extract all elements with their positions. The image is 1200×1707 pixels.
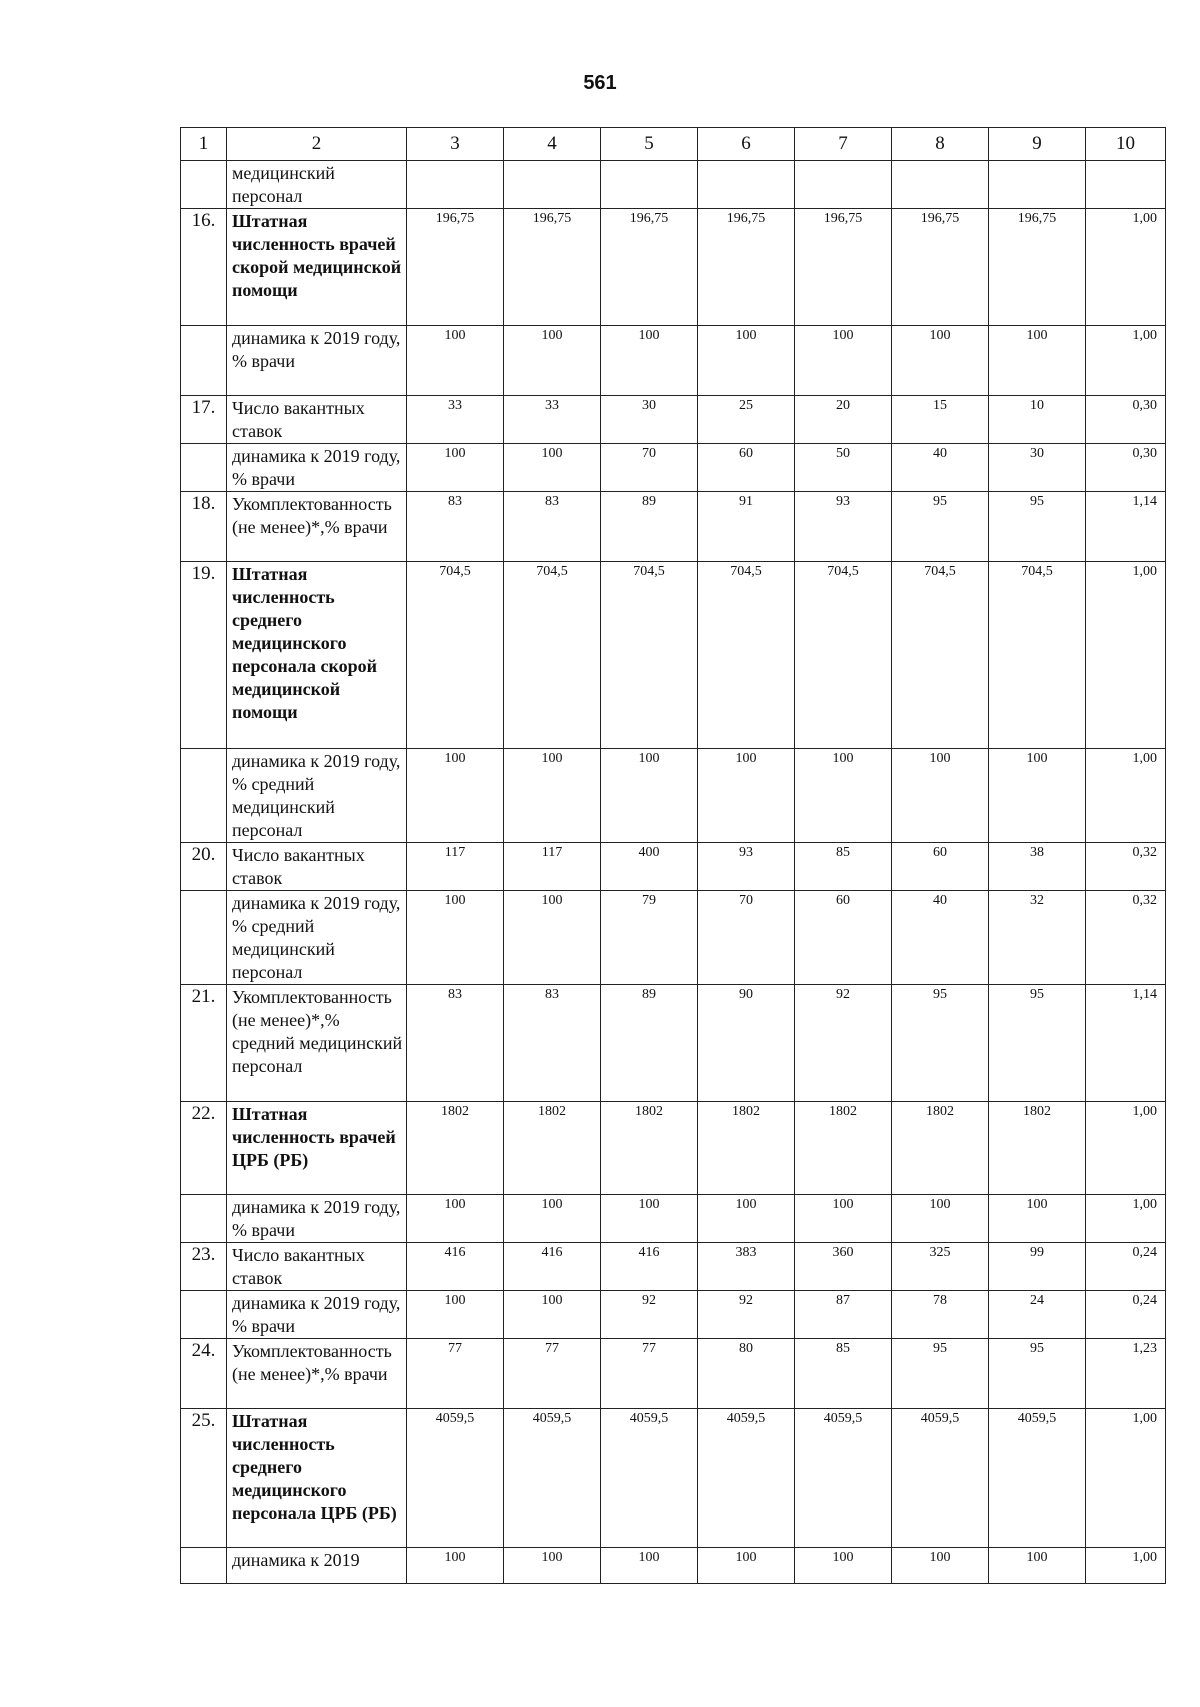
value-cell: 100 xyxy=(989,1195,1086,1243)
indicator-label-cell: Штатная численность среднего медицинского персонала скорой медицинской помощи xyxy=(227,562,407,749)
value-cell: 4059,5 xyxy=(795,1409,892,1548)
value-cell: 32 xyxy=(989,891,1086,985)
column-header: 9 xyxy=(989,128,1086,161)
value-cell: 1,00 xyxy=(1086,1409,1166,1548)
value-cell: 83 xyxy=(407,492,504,562)
value-cell: 100 xyxy=(795,326,892,396)
value-cell: 704,5 xyxy=(892,562,989,749)
value-cell: 1,00 xyxy=(1086,326,1166,396)
indicator-label-cell: Штатная численность врачей скорой медицинской помощи xyxy=(227,209,407,326)
row-number-cell xyxy=(181,1291,227,1339)
value-cell: 0,32 xyxy=(1086,843,1166,891)
indicator-label-cell: динамика к 2019 году, % врачи xyxy=(227,1195,407,1243)
value-cell xyxy=(407,161,504,209)
value-cell: 100 xyxy=(407,749,504,843)
value-cell: 60 xyxy=(795,891,892,985)
table-row xyxy=(181,161,1166,209)
value-cell: 24 xyxy=(989,1291,1086,1339)
row-number-cell xyxy=(181,444,227,492)
table-row xyxy=(181,749,1166,843)
column-header: 2 xyxy=(227,128,407,161)
value-cell: 50 xyxy=(795,444,892,492)
value-cell: 4059,5 xyxy=(407,1409,504,1548)
table-row xyxy=(181,444,1166,492)
value-cell: 85 xyxy=(795,1339,892,1409)
value-cell: 91 xyxy=(698,492,795,562)
value-cell: 93 xyxy=(698,843,795,891)
table-row xyxy=(181,1339,1166,1409)
value-cell: 1802 xyxy=(407,1102,504,1195)
value-cell: 1,00 xyxy=(1086,749,1166,843)
page-number: 561 xyxy=(583,72,617,94)
value-cell: 1802 xyxy=(795,1102,892,1195)
value-cell: 33 xyxy=(504,396,601,444)
value-cell xyxy=(601,161,698,209)
value-cell: 33 xyxy=(407,396,504,444)
table-row xyxy=(181,1102,1166,1195)
value-cell: 416 xyxy=(407,1243,504,1291)
row-number-cell xyxy=(181,891,227,985)
table-row xyxy=(181,209,1166,326)
value-cell: 95 xyxy=(989,985,1086,1102)
indicator-label-cell: динамика к 2019 году, % средний медицинский персонал xyxy=(227,891,407,985)
value-cell: 100 xyxy=(407,1548,504,1584)
value-cell: 90 xyxy=(698,985,795,1102)
value-cell: 95 xyxy=(989,1339,1086,1409)
value-cell: 704,5 xyxy=(601,562,698,749)
row-number-cell xyxy=(181,1548,227,1584)
value-cell xyxy=(892,161,989,209)
value-cell: 78 xyxy=(892,1291,989,1339)
value-cell: 1802 xyxy=(601,1102,698,1195)
value-cell: 1,14 xyxy=(1086,492,1166,562)
indicator-label-cell: динамика к 2019 xyxy=(227,1548,407,1584)
table-row xyxy=(181,396,1166,444)
value-cell: 704,5 xyxy=(407,562,504,749)
value-cell: 416 xyxy=(504,1243,601,1291)
column-header: 8 xyxy=(892,128,989,161)
value-cell: 1802 xyxy=(892,1102,989,1195)
indicator-label-cell: динамика к 2019 году, % средний медицинский персонал xyxy=(227,749,407,843)
value-cell: 77 xyxy=(601,1339,698,1409)
row-number-cell xyxy=(181,749,227,843)
value-cell: 4059,5 xyxy=(892,1409,989,1548)
value-cell: 1,00 xyxy=(1086,209,1166,326)
value-cell: 100 xyxy=(795,1548,892,1584)
row-number-cell xyxy=(181,1195,227,1243)
table-row xyxy=(181,1291,1166,1339)
value-cell: 100 xyxy=(892,749,989,843)
value-cell: 20 xyxy=(795,396,892,444)
indicator-label-cell: динамика к 2019 году, % врачи xyxy=(227,326,407,396)
value-cell: 196,75 xyxy=(795,209,892,326)
value-cell: 77 xyxy=(407,1339,504,1409)
value-cell: 325 xyxy=(892,1243,989,1291)
table-row xyxy=(181,1243,1166,1291)
value-cell: 196,75 xyxy=(698,209,795,326)
value-cell: 0,30 xyxy=(1086,396,1166,444)
value-cell: 1,14 xyxy=(1086,985,1166,1102)
indicator-label-cell: Число вакантных ставок xyxy=(227,843,407,891)
value-cell: 196,75 xyxy=(601,209,698,326)
value-cell: 117 xyxy=(504,843,601,891)
value-cell: 704,5 xyxy=(504,562,601,749)
value-cell: 196,75 xyxy=(892,209,989,326)
value-cell: 100 xyxy=(407,326,504,396)
indicator-label-cell: Укомплектованность (не менее)*,% врачи xyxy=(227,1339,407,1409)
value-cell xyxy=(795,161,892,209)
row-number-cell: 20. xyxy=(181,843,227,891)
value-cell: 100 xyxy=(407,891,504,985)
value-cell: 77 xyxy=(504,1339,601,1409)
value-cell: 1802 xyxy=(989,1102,1086,1195)
value-cell: 100 xyxy=(698,1195,795,1243)
value-cell: 360 xyxy=(795,1243,892,1291)
indicator-label-cell: медицинский персонал xyxy=(227,161,407,209)
value-cell: 95 xyxy=(892,1339,989,1409)
table-row xyxy=(181,326,1166,396)
value-cell: 83 xyxy=(504,985,601,1102)
value-cell: 4059,5 xyxy=(601,1409,698,1548)
value-cell: 100 xyxy=(504,444,601,492)
value-cell: 100 xyxy=(601,749,698,843)
row-number-cell: 19. xyxy=(181,562,227,749)
column-header: 10 xyxy=(1086,128,1166,161)
value-cell: 1,00 xyxy=(1086,1195,1166,1243)
value-cell: 100 xyxy=(892,1195,989,1243)
value-cell: 92 xyxy=(698,1291,795,1339)
value-cell: 100 xyxy=(698,749,795,843)
table-row xyxy=(181,1548,1166,1584)
value-cell: 0,30 xyxy=(1086,444,1166,492)
column-header: 4 xyxy=(504,128,601,161)
value-cell: 196,75 xyxy=(989,209,1086,326)
row-number-cell: 25. xyxy=(181,1409,227,1548)
value-cell: 4059,5 xyxy=(504,1409,601,1548)
column-header: 5 xyxy=(601,128,698,161)
value-cell: 70 xyxy=(601,444,698,492)
value-cell: 100 xyxy=(989,749,1086,843)
value-cell: 1802 xyxy=(698,1102,795,1195)
value-cell xyxy=(1086,161,1166,209)
value-cell: 92 xyxy=(795,985,892,1102)
table-row xyxy=(181,562,1166,749)
value-cell: 83 xyxy=(504,492,601,562)
indicators-table xyxy=(180,127,1166,1584)
value-cell: 10 xyxy=(989,396,1086,444)
value-cell: 100 xyxy=(407,1291,504,1339)
value-cell xyxy=(698,161,795,209)
value-cell: 4059,5 xyxy=(698,1409,795,1548)
value-cell: 100 xyxy=(892,326,989,396)
value-cell: 100 xyxy=(601,326,698,396)
table-row xyxy=(181,492,1166,562)
value-cell: 1,00 xyxy=(1086,1548,1166,1584)
value-cell: 100 xyxy=(989,1548,1086,1584)
value-cell: 85 xyxy=(795,843,892,891)
value-cell xyxy=(989,161,1086,209)
indicator-label-cell: Число вакантных ставок xyxy=(227,1243,407,1291)
value-cell: 100 xyxy=(504,326,601,396)
table-row xyxy=(181,891,1166,985)
value-cell: 100 xyxy=(504,749,601,843)
indicator-label-cell: Укомплектованность (не менее)*,% средний медицинский персонал xyxy=(227,985,407,1102)
value-cell: 80 xyxy=(698,1339,795,1409)
value-cell: 93 xyxy=(795,492,892,562)
value-cell: 704,5 xyxy=(795,562,892,749)
row-number-cell: 22. xyxy=(181,1102,227,1195)
value-cell: 95 xyxy=(892,985,989,1102)
value-cell: 79 xyxy=(601,891,698,985)
row-number-cell: 23. xyxy=(181,1243,227,1291)
value-cell: 1,00 xyxy=(1086,1102,1166,1195)
value-cell: 4059,5 xyxy=(989,1409,1086,1548)
value-cell: 100 xyxy=(504,1548,601,1584)
value-cell: 416 xyxy=(601,1243,698,1291)
value-cell: 25 xyxy=(698,396,795,444)
value-cell: 100 xyxy=(989,326,1086,396)
indicator-label-cell: Штатная численность врачей ЦРБ (РБ) xyxy=(227,1102,407,1195)
value-cell: 100 xyxy=(892,1548,989,1584)
value-cell: 100 xyxy=(698,1548,795,1584)
indicator-label-cell: динамика к 2019 году, % врачи xyxy=(227,1291,407,1339)
column-header: 1 xyxy=(181,128,227,161)
value-cell: 100 xyxy=(407,444,504,492)
value-cell: 704,5 xyxy=(989,562,1086,749)
value-cell: 60 xyxy=(892,843,989,891)
table-row xyxy=(181,1195,1166,1243)
value-cell: 704,5 xyxy=(698,562,795,749)
value-cell: 100 xyxy=(504,891,601,985)
value-cell: 1,23 xyxy=(1086,1339,1166,1409)
value-cell: 100 xyxy=(795,1195,892,1243)
row-number-cell: 21. xyxy=(181,985,227,1102)
value-cell: 100 xyxy=(601,1195,698,1243)
value-cell: 92 xyxy=(601,1291,698,1339)
value-cell: 87 xyxy=(795,1291,892,1339)
indicator-label-cell: Укомплектованность (не менее)*,% врачи xyxy=(227,492,407,562)
column-number-row xyxy=(181,128,1166,161)
value-cell: 1802 xyxy=(504,1102,601,1195)
indicator-label-cell: Штатная численность среднего медицинского персонала ЦРБ (РБ) xyxy=(227,1409,407,1548)
value-cell: 95 xyxy=(989,492,1086,562)
value-cell: 99 xyxy=(989,1243,1086,1291)
row-number-cell: 16. xyxy=(181,209,227,326)
value-cell: 400 xyxy=(601,843,698,891)
value-cell: 100 xyxy=(795,749,892,843)
table-body xyxy=(181,161,1166,1584)
value-cell: 40 xyxy=(892,444,989,492)
value-cell: 100 xyxy=(601,1548,698,1584)
value-cell: 89 xyxy=(601,985,698,1102)
value-cell xyxy=(504,161,601,209)
row-number-cell: 18. xyxy=(181,492,227,562)
value-cell: 196,75 xyxy=(407,209,504,326)
value-cell: 196,75 xyxy=(504,209,601,326)
column-header: 7 xyxy=(795,128,892,161)
value-cell: 89 xyxy=(601,492,698,562)
value-cell: 100 xyxy=(407,1195,504,1243)
value-cell: 70 xyxy=(698,891,795,985)
indicator-label-cell: Число вакантных ставок xyxy=(227,396,407,444)
value-cell: 100 xyxy=(698,326,795,396)
column-header: 6 xyxy=(698,128,795,161)
indicator-label-cell: динамика к 2019 году, % врачи xyxy=(227,444,407,492)
value-cell: 383 xyxy=(698,1243,795,1291)
row-number-cell xyxy=(181,161,227,209)
value-cell: 30 xyxy=(989,444,1086,492)
value-cell: 15 xyxy=(892,396,989,444)
value-cell: 60 xyxy=(698,444,795,492)
value-cell: 0,24 xyxy=(1086,1291,1166,1339)
value-cell: 1,00 xyxy=(1086,562,1166,749)
table-row xyxy=(181,985,1166,1102)
row-number-cell xyxy=(181,326,227,396)
value-cell: 0,24 xyxy=(1086,1243,1166,1291)
column-header: 3 xyxy=(407,128,504,161)
value-cell: 0,32 xyxy=(1086,891,1166,985)
value-cell: 83 xyxy=(407,985,504,1102)
value-cell: 117 xyxy=(407,843,504,891)
value-cell: 30 xyxy=(601,396,698,444)
value-cell: 100 xyxy=(504,1291,601,1339)
row-number-cell: 24. xyxy=(181,1339,227,1409)
value-cell: 95 xyxy=(892,492,989,562)
row-number-cell: 17. xyxy=(181,396,227,444)
table-row xyxy=(181,843,1166,891)
table-row xyxy=(181,1409,1166,1548)
value-cell: 100 xyxy=(504,1195,601,1243)
value-cell: 38 xyxy=(989,843,1086,891)
value-cell: 40 xyxy=(892,891,989,985)
